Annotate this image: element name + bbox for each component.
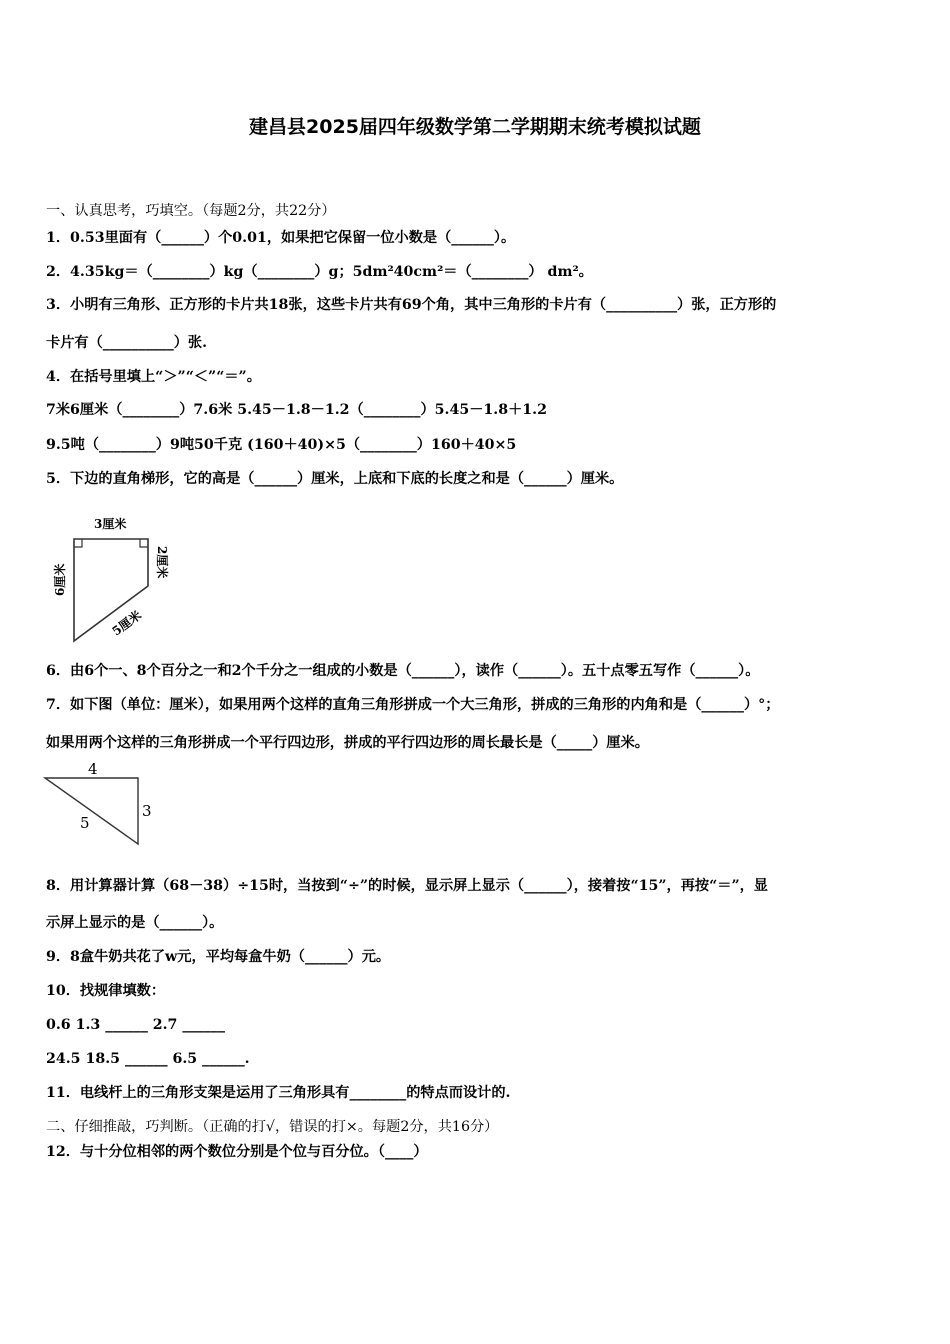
triangle-top-label: 4 — [88, 760, 98, 778]
triangle-hyp-label: 5 — [80, 814, 90, 832]
section-1-heading: 一、认真思考，巧填空。（每题2分，共22分） — [46, 203, 336, 219]
question-3-line-1: 3．小明有三角形、正方形的卡片共18张，这些卡片共有69个角，其中三角形的卡片有（__________）张，正方形的 — [46, 297, 777, 313]
trapezoid-slant-label: 5厘米 — [109, 608, 144, 639]
question-11: 11．电线杆上的三角形支架是运用了三角形具有________的特点而设计的. — [46, 1085, 511, 1101]
question-4-row-a: 7米6厘米（________）7.6米 5.45－1.8－1.2（________）5.45－1.8＋1.2 — [46, 402, 547, 418]
trapezoid-right-label: 2厘米 — [155, 546, 169, 579]
question-10-sequence-a: 0.6 1.3 ______ 2.7 ______ — [46, 1017, 225, 1033]
question-8-line-2: 示屏上显示的是（______）。 — [46, 915, 224, 931]
question-2: 2．4.35kg＝（________）kg（________）g；5dm²40cm²＝（________） dm²。 — [46, 264, 593, 280]
trapezoid-left-label: 6厘米 — [53, 563, 67, 596]
question-3-line-2: 卡片有（__________）张. — [46, 335, 208, 351]
question-7-line-1: 7．如下图（单位：厘米），如果用两个这样的直角三角形拼成一个大三角形，拼成的三角形的内角和是（______）°； — [46, 697, 780, 713]
question-12: 12．与十分位相邻的两个数位分别是个位与百分位。（____） — [46, 1144, 428, 1160]
question-10: 10．找规律填数： — [46, 983, 166, 999]
page-title: 建昌县2025届四年级数学第二学期期末统考模拟试题 — [249, 116, 701, 138]
question-5: 5．下边的直角梯形，它的高是（______）厘米，上底和下底的长度之和是（______）厘米。 — [46, 471, 624, 487]
trapezoid-top-label: 3厘米 — [94, 517, 127, 531]
section-2-heading: 二、仔细推敲，巧判断。（正确的打√，错误的打×。每题2分，共16分） — [46, 1119, 499, 1135]
question-9: 9．8盒牛奶共花了w元，平均每盒牛奶（______）元。 — [46, 949, 391, 965]
question-4: 4．在括号里填上“＞”“＜”“＝”。 — [46, 369, 261, 385]
question-4-row-b: 9.5吨（________）9吨50千克 (160＋40)×5（________）160＋40×5 — [46, 437, 517, 453]
triangle-right-label: 3 — [142, 802, 152, 820]
question-6: 6．由6个一、8个百分之一和2个千分之一组成的小数是（______），读作（______）。五十点零五写作（______）。 — [46, 663, 760, 679]
trapezoid-figure — [40, 510, 180, 650]
question-8-line-1: 8．用计算器计算（68－38）÷15时，当按到“÷”的时候，显示屏上显示（______），接着按“15”，再按“＝”，显 — [46, 878, 768, 894]
question-7-line-2: 如果用两个这样的三角形拼成一个平行四边形，拼成的平行四边形的周长最长是（_____）厘米。 — [46, 735, 649, 751]
right-triangle-figure — [40, 758, 170, 853]
question-10-sequence-b: 24.5 18.5 ______ 6.5 ______. — [46, 1051, 250, 1067]
question-1: 1．0.53里面有（______）个0.01，如果把它保留一位小数是（______）。 — [46, 230, 516, 246]
